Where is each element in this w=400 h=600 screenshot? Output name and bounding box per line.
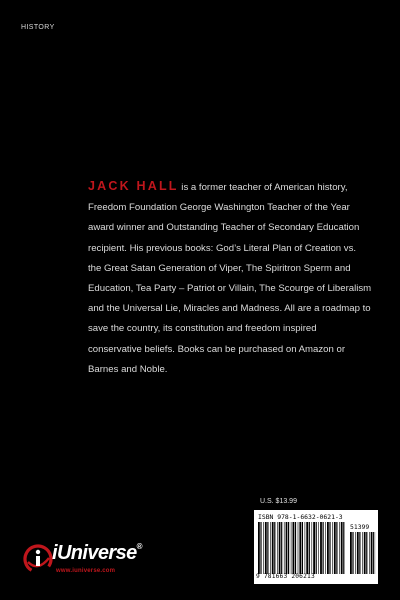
publisher-url: www.iuniverse.com — [56, 568, 116, 574]
author-name: JACK HALL — [88, 179, 179, 193]
bio-text: is a former teacher of American history, Freedom Foundation George Washington Teacher of the Year award winner and Outstanding Teacher of Secondary Education recipient. His previous books: God’s Literal Plan of Creation vs. the Great Satan Generation of Viper, The Spiritron Sperm and Education, Tea Party – Patriot or Villain, The Scourge of Liberalism and the Universal Lie, Miracles and Madness. All are a roadmap to save the country, its constitution and freedom inspired conservative beliefs. Books can be purchased on Amazon or Barnes and Noble. — [88, 182, 372, 375]
publisher-name: iUniverse® — [52, 542, 142, 564]
price-addon-number: 51399 — [350, 523, 370, 531]
addon-barcode-bars — [350, 532, 376, 574]
isbn-barcode — [254, 510, 378, 584]
publisher-logo — [23, 542, 183, 582]
ean-barcode-bars — [258, 522, 346, 574]
barcode-digits: 9 781663 206213 — [256, 573, 315, 580]
category-label: HISTORY — [21, 24, 55, 31]
iuniverse-swirl-icon — [23, 544, 53, 574]
isbn-label: ISBN 978-1-6632-0621-3 — [258, 513, 343, 521]
price-label: U.S. $13.99 — [260, 498, 297, 505]
author-bio — [88, 176, 372, 380]
